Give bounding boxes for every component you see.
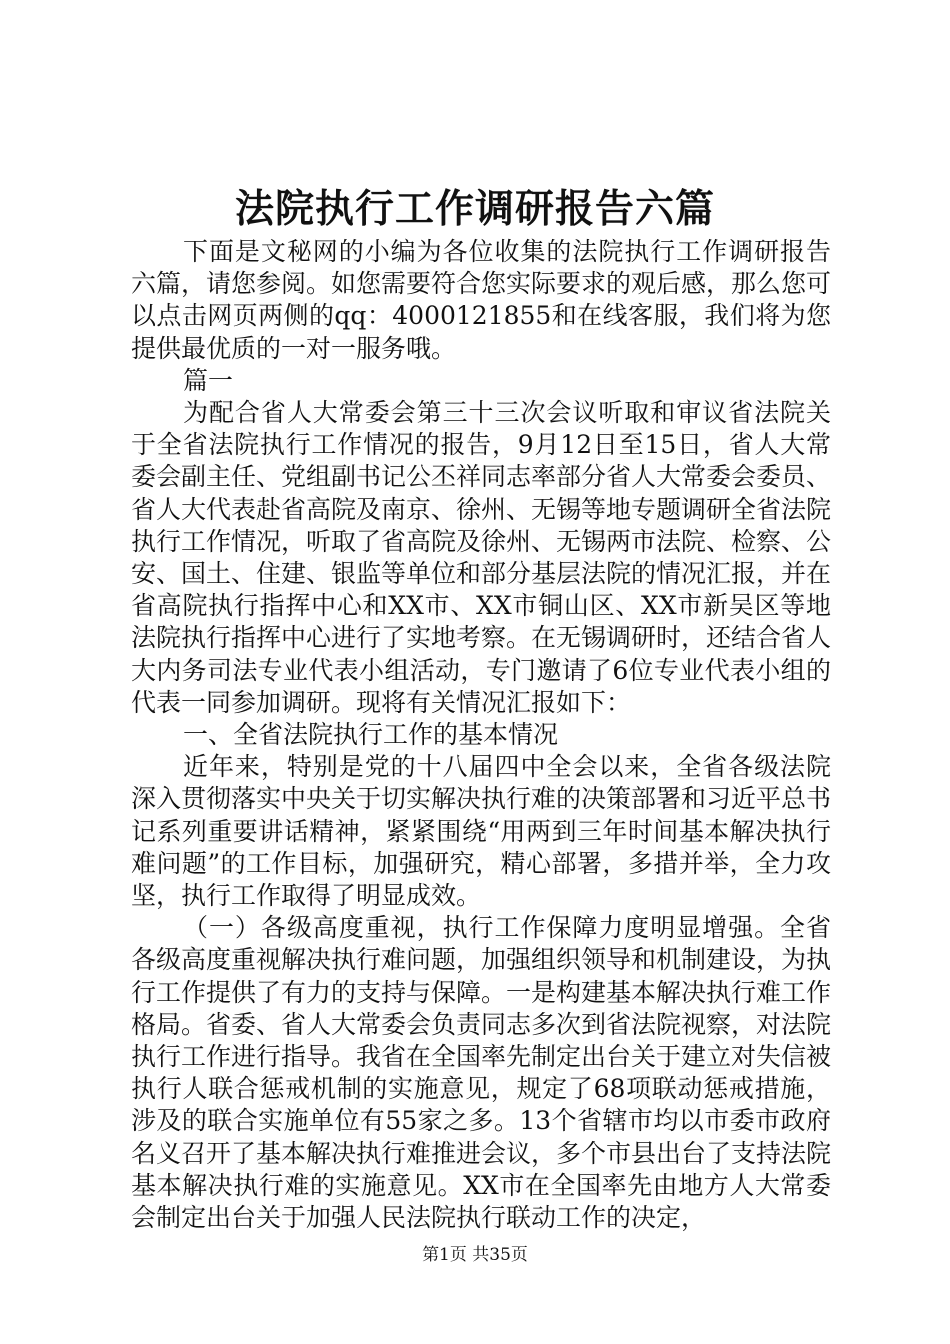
body-paragraph: 近年来，特别是党的十八届四中全会以来，全省各级法院深入贯彻落实中央关于切实解决执行难的决策部署和习近平总书记系列重要讲话精神，紧紧围绕“用两到三年时间基本解决执行难问题”的工作目标，加强研究，精心部署，多措并举，全力攻坚，执行工作取得了明显成效。 [131, 752, 832, 911]
body-paragraph: （一）各级高度重视，执行工作保障力度明显增强。全省各级高度重视解决执行难问题，加强组织领导和机制建设，为执行工作提供了有力的支持与保障。一是构建基本解决执行难工作格局。省委、省人大常委会负责同志多次到省法院视察，对法院执行工作进行指导。我省在全国率先制定出台关于建立对失信被执行人联合惩戒机制的实施意见，规定了68项联动惩戒措施，涉及的联合实施单位有55家之多。13个省辖市均以市委市政府名义召开了基本解决执行难推进会议，多个市县出台了支持法院基本解决执行难的实施意见。XX市在全国率先由地方人大常委会制定出台关于加强人民法院执行联动工作的决定， [131, 913, 832, 1233]
body-paragraph: 为配合省人大常委会第三十三次会议听取和审议省法院关于全省法院执行工作情况的报告，9月12日至15日，省人大常委会副主任、党组副书记公丕祥同志率部分省人大常委会委员、省人大代表赴省高院及南京、徐州、无锡等地专题调研全省法院执行工作情况，听取了省高院及徐州、无锡两市法院、检察、公安、国土、住建、银监等单位和部分基层法院的情况汇报，并在省高院执行指挥中心和XX市、XX市铜山区、XX市新吴区等地法院执行指挥中心进行了实地考察。在无锡调研时，还结合省人大内务司法专业代表小组活动，专门邀请了6位专业代表小组的代表一同参加调研。现将有关情况汇报如下： [131, 398, 832, 717]
section-heading-basic-situation: 一、全省法院执行工作的基本情况 [183, 720, 559, 750]
page-number-footer: 第1页 共35页 [422, 1245, 528, 1265]
section-heading-part-one: 篇一 [183, 365, 234, 395]
intro-paragraph: 下面是文秘网的小编为各位收集的法院执行工作调研报告六篇，请您参阅。如您需要符合您实际要求的观后感，那么您可以点击网页两侧的qq：4000121855和在线客服，我们将为您提供最优质的一对一服务哦。 [131, 237, 832, 363]
document-title: 法院执行工作调研报告六篇 [234, 186, 715, 232]
document-body [131, 236, 831, 1234]
